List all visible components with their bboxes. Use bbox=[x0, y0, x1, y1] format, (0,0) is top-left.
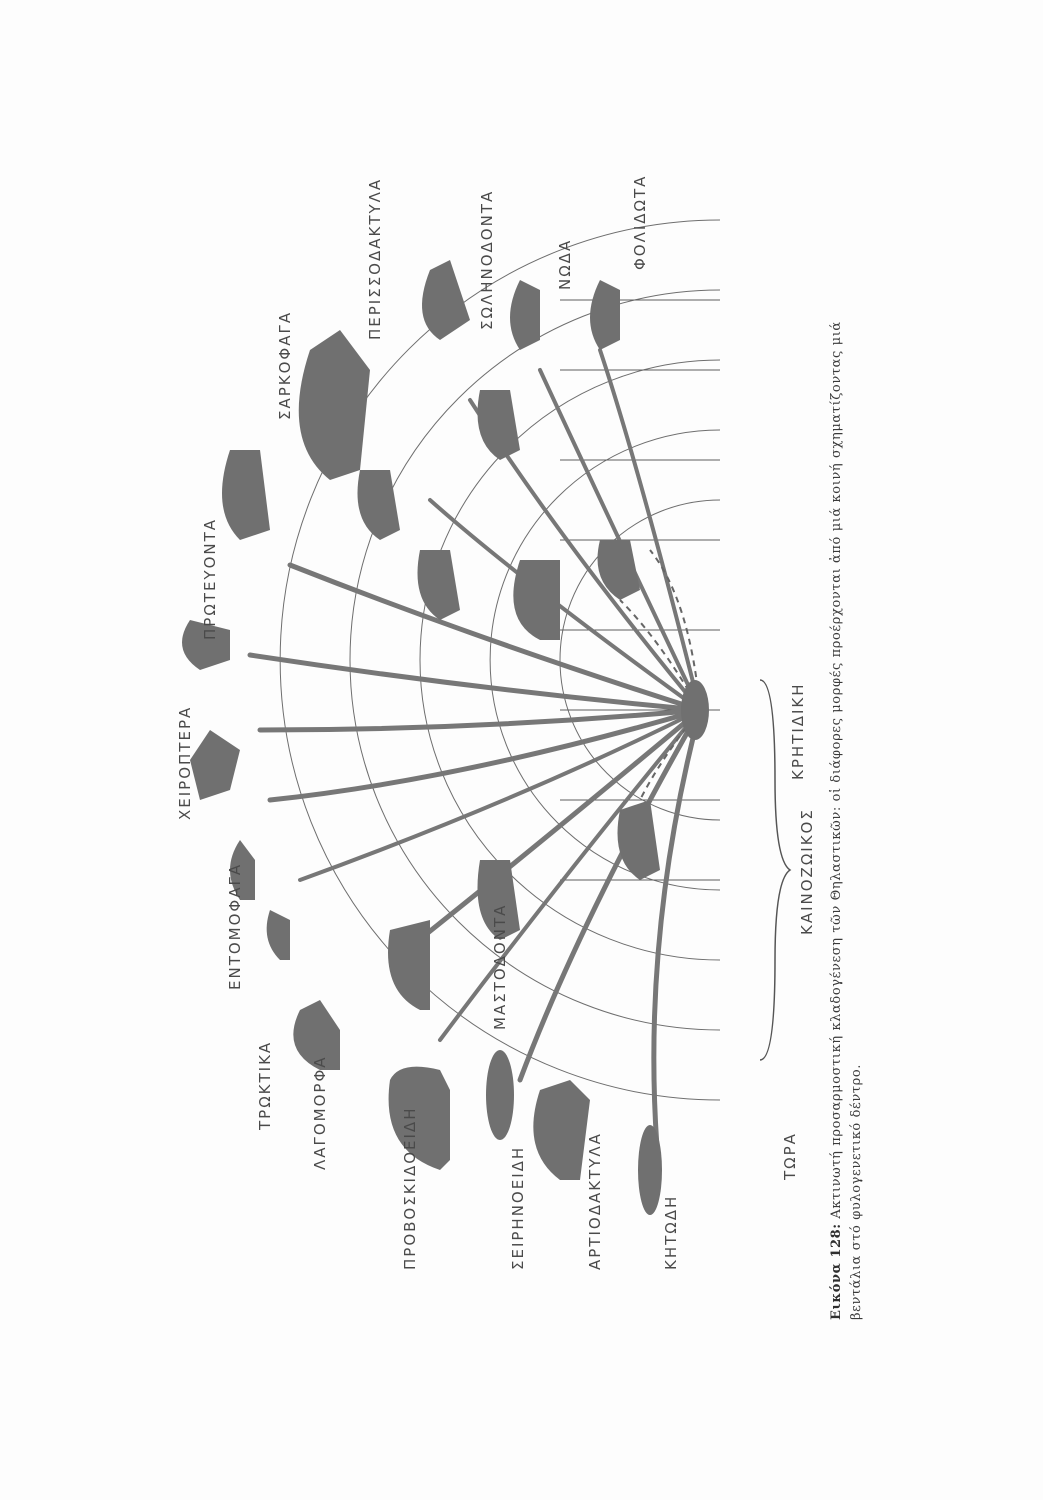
mid-animal-7-silhouette bbox=[358, 470, 401, 540]
bat-silhouette bbox=[190, 730, 240, 800]
label-artiodaktyla: ΑΡΤΙΟΔΑΚΤΥΛΑ bbox=[586, 1132, 604, 1270]
timeline bbox=[760, 680, 816, 1181]
ancestor-silhouette bbox=[681, 680, 709, 740]
label-folidota: ΦΟΛΙΔΩΤΑ bbox=[631, 174, 649, 270]
mid-animal-3-silhouette bbox=[513, 560, 560, 640]
label-seirinoeidi: ΣΕΙΡΗΝΟΕΙΔΗ bbox=[509, 1145, 527, 1270]
label-lagomorfa: ΛΑΓΟΜΟΡΦΑ bbox=[311, 1055, 329, 1170]
caption-line-1 bbox=[828, 321, 844, 1320]
cenozoic-brace bbox=[760, 680, 790, 1060]
label-troktika: ΤΡΩΚΤΙΚΑ bbox=[256, 1040, 274, 1130]
rodent-silhouette bbox=[267, 910, 290, 960]
sirenian-silhouette bbox=[486, 1050, 514, 1140]
bison-silhouette bbox=[533, 1080, 590, 1180]
label-solinodonta: ΣΩΛΗΝΟΔΟΝΤΑ bbox=[478, 189, 496, 330]
label-proteuonta: ΠΡΩΤΕΥΟΝΤΑ bbox=[201, 517, 219, 640]
mid-animal-5-silhouette bbox=[478, 390, 521, 460]
timeline-cenozoic: ΚΑΙΝΟΖΩΙΚΟΣ bbox=[798, 808, 816, 935]
figure-caption bbox=[828, 321, 864, 1320]
mammoth-silhouette bbox=[388, 920, 430, 1010]
anteater-silhouette bbox=[422, 260, 470, 340]
label-perissodaktyla: ΠΕΡΙΣΣΟΔΑΚΤΥΛΑ bbox=[366, 177, 384, 340]
caption-text-1: Ακτινωτή προσαρμοστική κλαδογένεση τῶν Θηλαστικῶν: οἱ διάφορες μορφές προέρχονται ἀπό μιά κοινή σχηματίζοντας μιά bbox=[829, 321, 844, 1224]
timeline-now: ΤΩΡΑ bbox=[781, 1132, 799, 1180]
mid-animal-1-silhouette bbox=[618, 800, 661, 880]
caption-line-2: βεντάλια στό φυλογενετικό δέντρο. bbox=[849, 1063, 864, 1320]
label-kitodi: ΚΗΤΩΔΗ bbox=[662, 1194, 680, 1270]
caption-figure-label: Εικόνα 128: bbox=[829, 1223, 844, 1320]
whale-silhouette bbox=[638, 1125, 662, 1215]
carnivore-silhouette bbox=[222, 450, 270, 540]
armadillo-silhouette bbox=[510, 280, 540, 350]
timeline-cretaceous: ΚΡΗΤΙΔΙΚΗ bbox=[789, 682, 807, 780]
label-entomofaga: ΕΝΤΟΜΟΦΑΓΑ bbox=[226, 862, 244, 990]
label-mastodonta: ΜΑΣΤΟΔΟΝΤΑ bbox=[491, 903, 509, 1030]
label-sarkofaga: ΣΑΡΚΟΦΑΓΑ bbox=[276, 310, 294, 420]
horse-silhouette bbox=[299, 330, 370, 480]
elephant-silhouette bbox=[389, 1067, 450, 1170]
label-noda: ΝΩΔΑ bbox=[556, 238, 574, 290]
rotated-diagram bbox=[176, 175, 864, 1320]
label-cheiroptera: ΧΕΙΡΟΠΤΕΡΑ bbox=[176, 705, 194, 820]
pangolin-silhouette bbox=[590, 280, 620, 350]
label-proboskidoeidi: ΠΡΟΒΟΣΚΙΔΟΕΙΔΗ bbox=[401, 1106, 419, 1270]
